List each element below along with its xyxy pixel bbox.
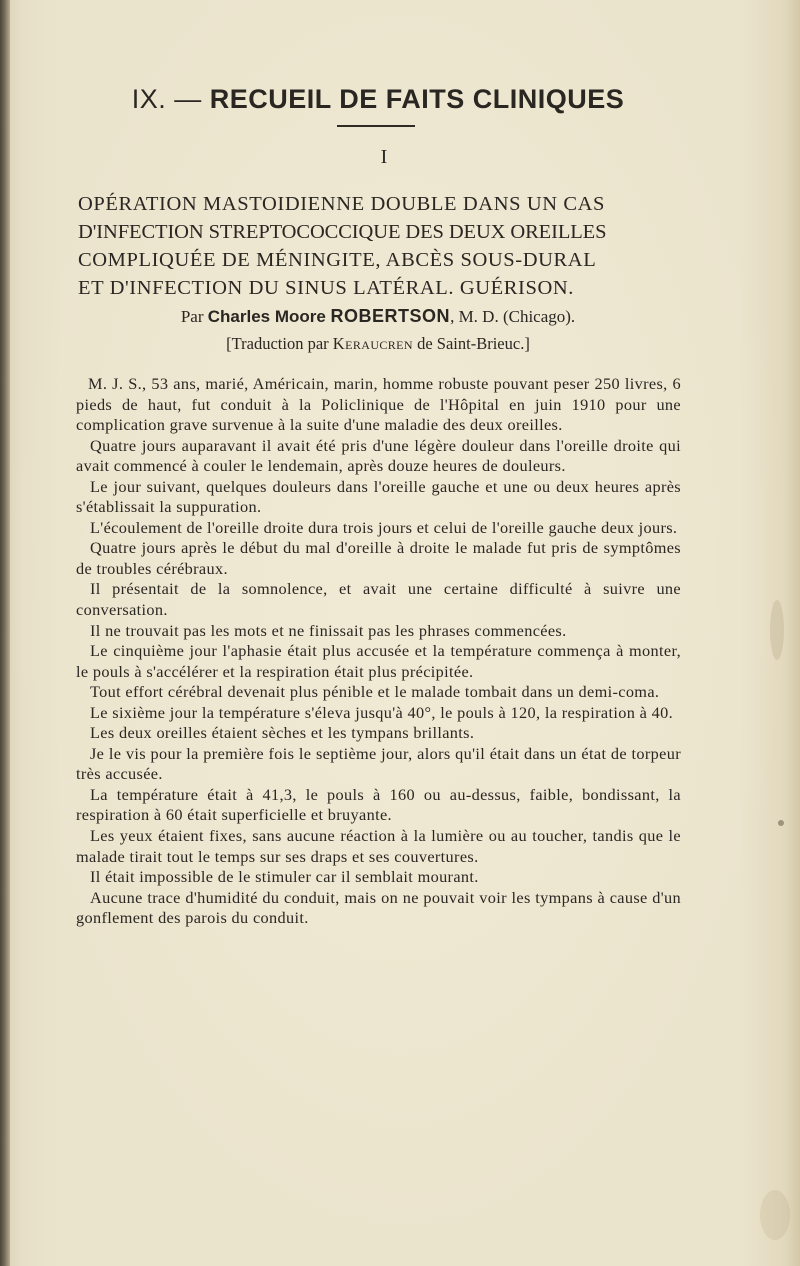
body-paragraph: Il présentait de la somnolence, et avait une certaine difficulté à suivre une conversation. [76, 579, 681, 620]
paper-stain [760, 1190, 790, 1240]
byline-suffix: , M. D. (Chicago). [450, 307, 576, 326]
article-title-line: OPÉRATION MASTOIDIENNE DOUBLE DANS UN CAS [78, 193, 606, 215]
article-title [78, 190, 688, 302]
article-title-line: D'INFECTION STREPTOCOCCIQUE DES DEUX OREILLES [78, 221, 607, 243]
body-paragraph: Le cinquième jour l'aphasie était plus accusée et la température commença à monter, le pouls à s'accélérer et la respiration était plus précipitée. [76, 641, 681, 681]
body-paragraph: Quatre jours auparavant il avait été pris d'une légère douleur dans l'oreille droite qui avait commencé à couler le lendemain, après douze heures de douleurs. [76, 435, 681, 476]
translation-note [0, 334, 778, 354]
article-body [76, 374, 681, 929]
article-title-line: COMPLIQUÉE DE MÉNINGITE, ABCÈS SOUS-DURAL [78, 249, 597, 271]
translation-note-open: [Traduction par [226, 334, 333, 353]
body-paragraph: M. J. S., 53 ans, marié, Américain, marin, homme robuste pouvant peser 250 livres, 6 pieds de haut, fut conduit à la Policlinique de l'Hôpital en juin 1910 pour une complication grave survenue à la suite d'une maladie des deux oreilles. [76, 374, 681, 435]
section-title: RECUEIL DE FAITS CLINIQUES [209, 84, 625, 114]
article-title-line: ET D'INFECTION DU SINUS LATÉRAL. GUÉRISON. [78, 277, 575, 299]
body-paragraph: Le jour suivant, quelques douleurs dans l'oreille gauche et une ou deux heures après s'établissait la suppuration. [76, 476, 681, 517]
paper-stain [770, 600, 784, 660]
section-number: IX. — [131, 84, 210, 114]
body-paragraph: Je le vis pour la première fois le septième jour, alors qu'il était dans un état de torpeur très accusée. [76, 743, 681, 784]
author-surname: ROBERTSON [330, 306, 451, 326]
byline [0, 306, 778, 327]
body-paragraph: Quatre jours après le début du mal d'oreille à droite le malade fut pris de symptômes de troubles cérébraux. [76, 538, 681, 578]
body-paragraph: Les yeux étaient fixes, sans aucune réaction à la lumière ou au toucher, tandis que le malade tirait tout le temps sur ses draps et ses couvertures. [76, 826, 681, 866]
heading-rule [337, 125, 415, 127]
translation-note-close: de Saint-Brieuc.] [412, 334, 530, 353]
body-paragraph: Les deux oreilles étaient sèches et les tympans brillants. [90, 723, 475, 743]
section-heading [0, 84, 778, 115]
paper-speck [778, 820, 784, 826]
byline-prefix: Par [180, 307, 208, 326]
page-binding-edge [0, 0, 10, 1266]
article-number: I [380, 146, 388, 168]
body-paragraph: La température était à 41,3, le pouls à 160 ou au-dessus, faible, bondissant, la respiration à 60 était superficielle et bruyante. [76, 784, 681, 825]
author-name: Charles Moore [207, 307, 331, 326]
body-paragraph: Il était impossible de le stimuler car il semblait mourant. [90, 867, 479, 887]
body-paragraph: L'écoulement de l'oreille droite dura trois jours et celui de l'oreille gauche deux jours. [90, 517, 678, 537]
body-paragraph: Tout effort cérébral devenait plus pénible et le malade tombait dans un demi-coma. [90, 682, 660, 702]
translator-name: Keraucren [332, 334, 413, 353]
body-paragraph: Le sixième jour la température s'éleva jusqu'à 40°, le pouls à 120, la respiration à 40. [90, 702, 674, 722]
body-paragraph: Il ne trouvait pas les mots et ne finissait pas les phrases commencées. [90, 620, 567, 640]
body-paragraph: Aucune trace d'humidité du conduit, mais on ne pouvait voir les tympans à cause d'un gonflement des parois du conduit. [76, 887, 681, 928]
